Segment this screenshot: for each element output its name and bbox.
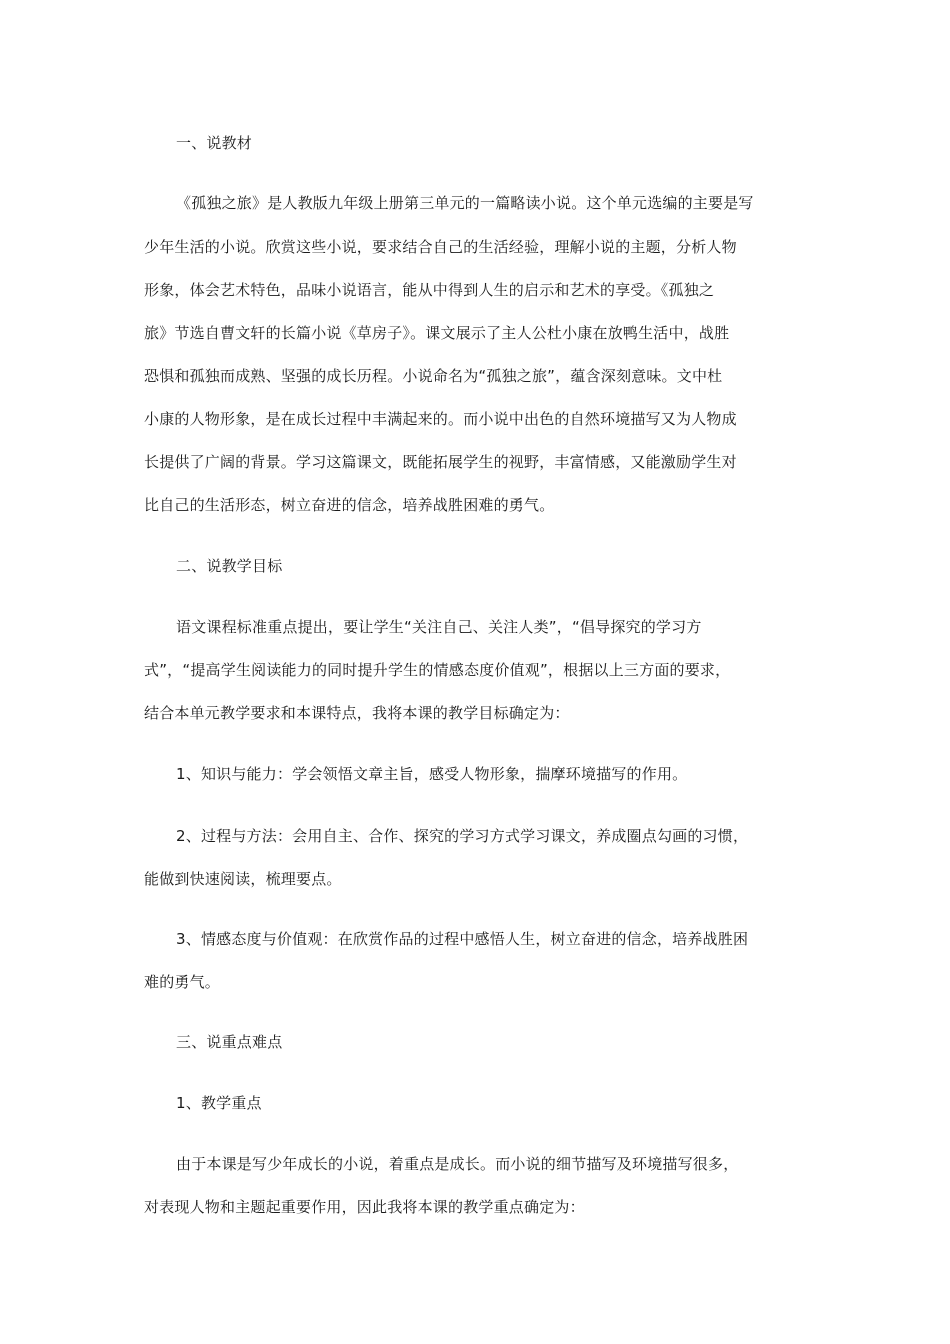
paragraph-line: 比自己的生活形态，树立奋进的信念，培养战胜困难的勇气。 xyxy=(144,496,555,514)
paragraph-line: 结合本单元教学要求和本课特点，我将本课的教学目标确定为： xyxy=(144,704,570,722)
subheading-teaching-focus: 1、教学重点 xyxy=(176,1094,262,1112)
paragraph-line: 旅》节选自曹文轩的长篇小说《草房子》。课文展示了主人公杜小康在放鸭生活中，战胜 xyxy=(144,324,730,342)
goal-process-method: 2、过程与方法：会用自主、合作、探究的学习方式学习课文，养成圈点勾画的习惯， xyxy=(176,827,749,845)
goal-emotion-values: 3、情感态度与价值观：在欣赏作品的过程中感悟人生，树立奋进的信念，培养战胜困 xyxy=(176,930,749,948)
paragraph-line: 语文课程标准重点提出，要让学生“关注自己、关注人类”，“倡导探究的学习方 xyxy=(176,618,702,636)
paragraph-line: 《孤独之旅》是人教版九年级上册第三单元的一篇略读小说。这个单元选编的主要是写 xyxy=(176,194,754,212)
goal-knowledge-ability: 1、知识与能力：学会领悟文章主旨，感受人物形象，揣摩环境描写的作用。 xyxy=(176,765,688,783)
paragraph-line: 由于本课是写少年成长的小说，着重点是成长。而小说的细节描写及环境描写很多， xyxy=(176,1155,739,1173)
section-heading-key-points: 三、说重点难点 xyxy=(176,1033,283,1051)
paragraph-line: 恐惧和孤独而成熟、坚强的成长历程。小说命名为“孤独之旅”，蕴含深刻意味。文中杜 xyxy=(144,367,723,385)
paragraph-line: 长提供了广阔的背景。学习这篇课文，既能拓展学生的视野，丰富情感，又能激励学生对 xyxy=(144,453,737,471)
goal-emotion-values-cont: 难的勇气。 xyxy=(144,973,221,991)
paragraph-line: 形象，体会艺术特色，品味小说语言，能从中得到人生的启示和艺术的享受。《孤独之 xyxy=(144,281,715,299)
paragraph-line: 小康的人物形象，是在成长过程中丰满起来的。而小说中出色的自然环境描写又为人物成 xyxy=(144,410,737,428)
paragraph-line: 式”，“提高学生阅读能力的同时提升学生的情感态度价值观”，根据以上三方面的要求， xyxy=(144,661,731,679)
section-heading-teaching-goals: 二、说教学目标 xyxy=(176,557,283,575)
paragraph-line: 对表现人物和主题起重要作用，因此我将本课的教学重点确定为： xyxy=(144,1198,585,1216)
goal-process-method-cont: 能做到快速阅读，梳理要点。 xyxy=(144,870,342,888)
section-heading-teaching-material: 一、说教材 xyxy=(176,134,253,152)
paragraph-line: 少年生活的小说。欣赏这些小说，要求结合自己的生活经验，理解小说的主题，分析人物 xyxy=(144,238,737,256)
